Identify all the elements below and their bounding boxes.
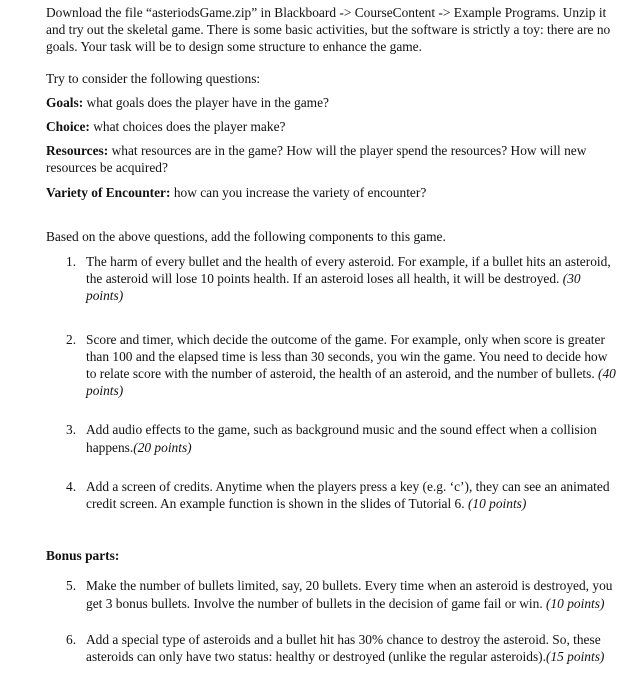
intro-paragraph: Download the file “asteriodsGame.zip” in Blackboard -> CourseContent -> Example Programs. Unzip it and try out the skeletal game. There is some basic activities, but the software is strictly a toy: there are no goals. Your task will be to design some structure to enhance the game. [46,5,611,55]
bonus-list [46,577,620,665]
question-resources [46,142,620,176]
item-points: (15 points) [545,649,605,665]
list-item [46,577,620,611]
components-intro: Based on the above questions, add the following components to this game. [46,228,446,244]
list-item [46,631,620,665]
item-number: 6. [66,631,77,647]
item-points: (10 points) [467,496,527,512]
bonus-heading: Bonus parts: [46,548,120,564]
list-item [46,478,620,512]
question-label: Choice: [46,119,90,135]
component-list [46,253,620,512]
question-label: Resources: [46,143,109,159]
list-item [46,331,620,400]
item-text: Add audio effects to the game, such as background music and the sound effect when a collision happens. [86,422,597,455]
item-number: 5. [66,578,77,594]
item-text: Add a screen of credits. Anytime when the players press a key (e.g. ‘c’), they can see an animated credit screen. An example function is shown in the slides of Tutorial 6. [86,478,610,512]
item-number: 4. [66,478,77,494]
question-goals [46,94,620,111]
list-item [46,253,620,305]
question-text: how can you increase the variety of encounter? [170,184,427,200]
item-points: (10 points) [546,595,605,611]
item-points: (40 points) [86,366,616,399]
item-number: 2. [66,331,77,347]
question-text: what resources are in the game? How will the player spend the resources? How will new resources be acquired? [46,143,587,176]
item-number: 1. [66,254,77,270]
question-variety [46,184,620,201]
item-points: (30 points) [86,271,581,304]
question-label: Goals: [46,94,84,110]
question-label: Variety of Encounter: [46,184,171,200]
item-number: 3. [66,422,77,438]
question-choice [46,118,620,135]
item-text: Score and timer, which decide the outcome of the game. For example, only when score is greater than 100 and the elapsed time is less than 30 seconds, you win the game. You need to decide how to relate score with the number of asteroid, the health of an asteroid, and the number of bullets. [86,331,608,382]
try-prompt: Try to consider the following questions: [46,70,261,86]
list-item [46,421,620,455]
item-text: Add a special type of asteroids and a bullet hit has 30% chance to destroy the asteroid. So, these asteroids can only have two status: healthy or destroyed (unlike the regular asteroids). [86,631,601,665]
item-text: The harm of every bullet and the health of every asteroid. For example, if a bullet hits an asteroid, the asteroid will lose 10 points health. If an asteroid loses all health, it will be destroyed. [86,254,611,287]
item-text: Make the number of bullets limited, say, 20 bullets. Every time when an asteroid is destroyed, you get 3 bonus bullets. Involve the number of bullets in the decision of game fail or win. [86,578,613,611]
question-text: what goals does the player have in the game? [83,94,329,110]
item-points: (20 points) [133,439,192,455]
assignment-document [46,4,620,665]
question-text: what choices does the player make? [89,119,286,135]
